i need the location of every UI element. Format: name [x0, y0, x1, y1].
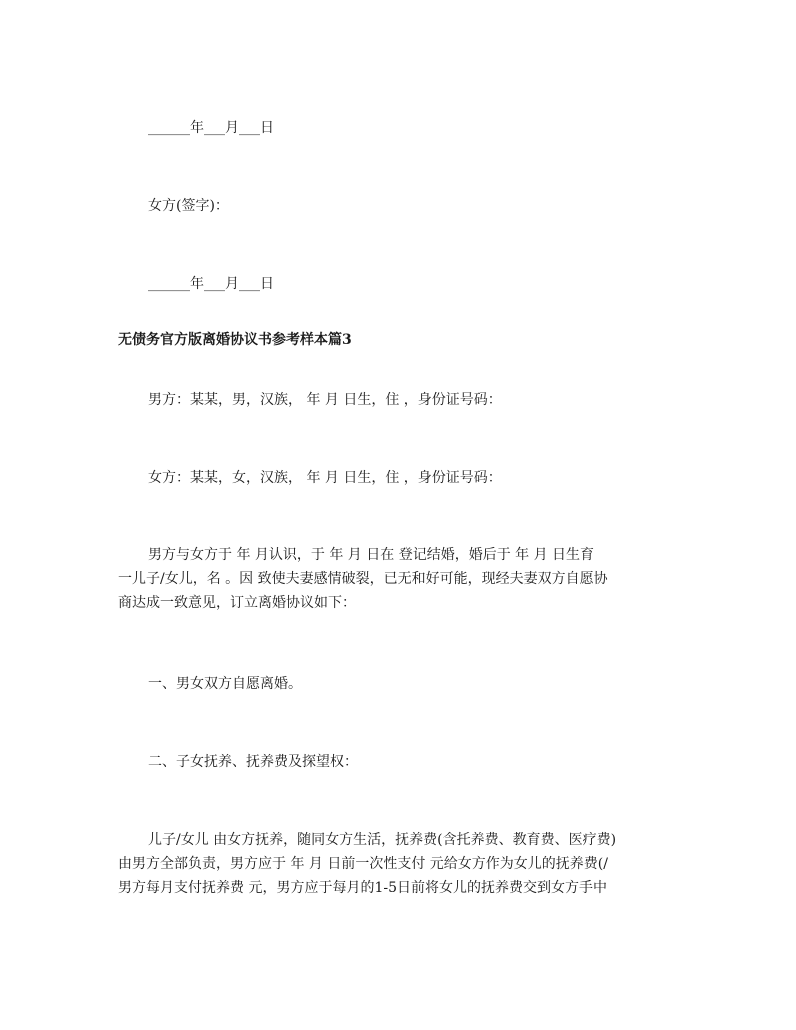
intro-paragraph — [118, 543, 678, 615]
paragraph-line: 男方每月支付抚养费 元，男方应于每月的1-5日前将女儿的抚养费交到女方手中 — [118, 880, 607, 896]
clause-one: 一、男女双方自愿离婚。 — [148, 676, 302, 692]
date-line: ______年___月___日 — [148, 120, 274, 136]
paragraph-line: 商达成一致意见，订立离婚协议如下： — [118, 595, 356, 611]
date-line: ______年___月___日 — [148, 276, 274, 292]
paragraph-line: 一儿子/女儿，名 。因 致使夫妻感情破裂，已无和好可能，现经夫妻双方自愿协 — [118, 571, 608, 587]
clause-two: 二、子女抚养、抚养费及探望权： — [148, 754, 358, 770]
female-signature-label: 女方(签字)： — [148, 198, 229, 214]
male-party-info: 男方：某某，男，汉族， 年 月 日生，住 ，身份证号码： — [148, 392, 502, 408]
paragraph-line: 儿子/女儿 由女方抚养，随同女方生活，抚养费(含托养费、教育费、医疗费) — [148, 832, 617, 848]
paragraph-line: 由男方全部负责，男方应于 年 月 日前一次性支付 元给女方作为女儿的抚养费(/ — [118, 856, 608, 872]
section-heading: 无债务官方版离婚协议书参考样本篇3 — [118, 332, 352, 348]
paragraph-line: 男方与女方于 年 月认识，于 年 月 日在 登记结婚，婚后于 年 月 日生育 — [148, 547, 595, 563]
custody-paragraph — [118, 828, 678, 900]
female-party-info: 女方：某某，女，汉族， 年 月 日生，住 ，身份证号码： — [148, 470, 502, 486]
